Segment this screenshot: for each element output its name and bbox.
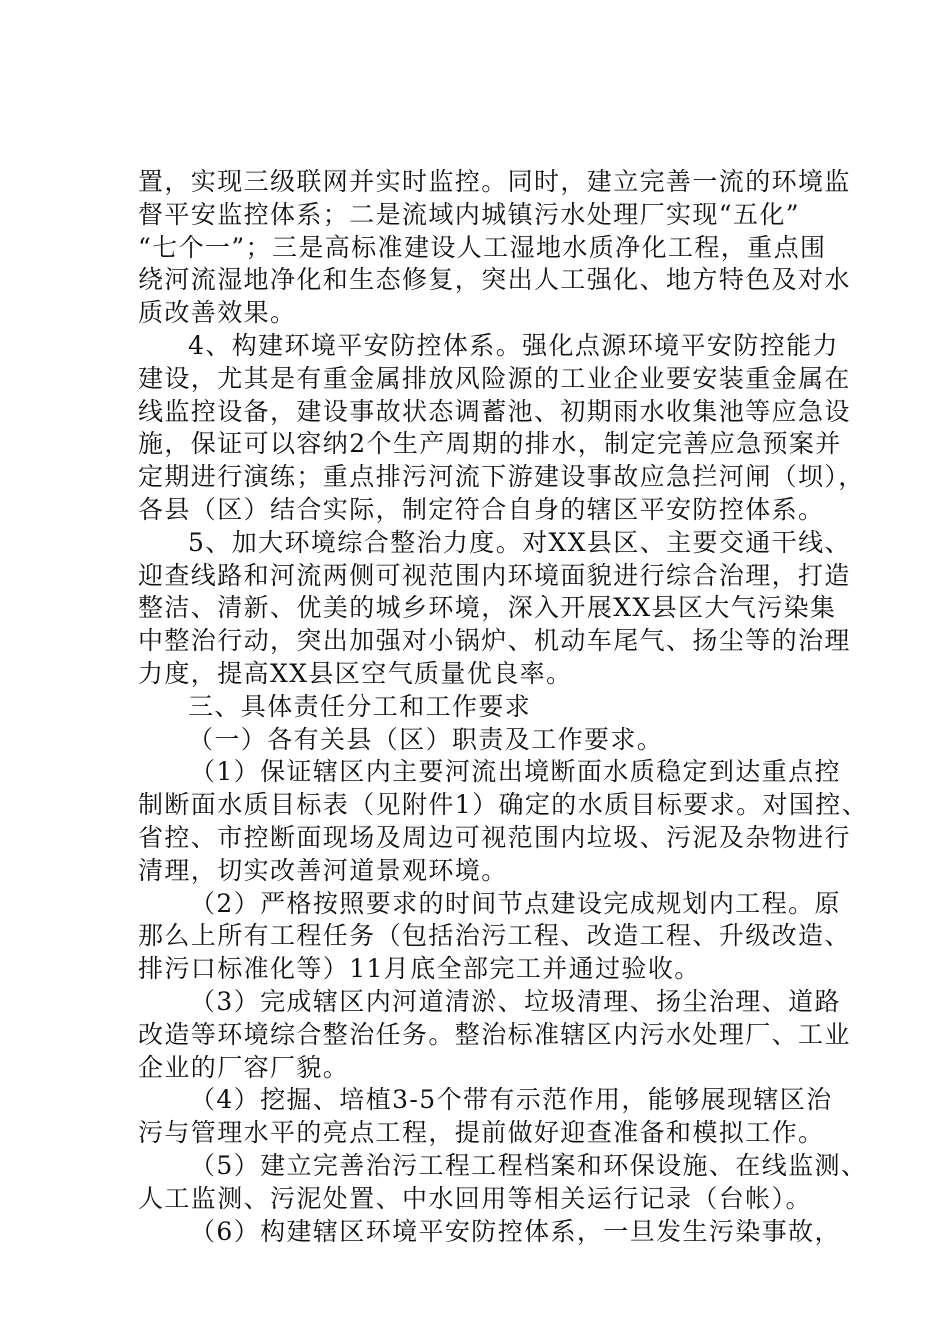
text-line: 绕河流湿地净化和生态修复，突出人工强化、地方特色及对水 [138, 265, 851, 295]
text-line: 定期进行演练；重点排污河流下游建设事故应急拦河闸（坝）， [138, 462, 865, 492]
text-line: “七个一”；三是高标准建设人工湿地水质净化工程，重点围 [138, 232, 827, 262]
text-line: 污与管理水平的亮点工程，提前做好迎查准备和模拟工作。 [138, 1118, 825, 1148]
text-line: 迎查线路和河流两侧可视范围内环境面貌进行综合治理，打造 [138, 560, 851, 590]
text-line: 督平安监控体系；二是流域内城镇污水处理厂实现“五化” [138, 199, 800, 229]
text-line: 建设，尤其是有重金属排放风险源的工业企业要安装重金属在 [138, 363, 851, 393]
text-line: 质改善效果。 [138, 298, 297, 328]
text-line: 中整治行动，突出加强对小锅炉、机动车尾气、扬尘等的治理 [138, 626, 851, 656]
text-line: 改造等环境综合整治任务。整治标准辖区内污水处理厂、工业 [138, 1019, 851, 1049]
text-line: 5、加大环境综合整治力度。对XX县区、主要交通干线、 [188, 527, 851, 557]
text-line: （5）建立完善治污工程工程档案和环保设施、在线监测、 [190, 1150, 868, 1180]
text-line: 各县（区）结合实际，制定符合自身的辖区平安防控体系。 [138, 494, 825, 524]
text-line: 制断面水质目标表（见附件1）确定的水质目标要求。对国控、 [138, 790, 869, 820]
text-line: （一）各有关县（区）职责及工作要求。 [188, 724, 664, 754]
text-line: （2）严格按照要求的时间节点建设完成规划内工程。原 [190, 888, 841, 918]
text-line: 那么上所有工程任务（包括治污工程、改造工程、升级改造、 [138, 921, 851, 951]
text-line: （6）构建辖区环境平安防控体系，一旦发生污染事故， [190, 1216, 841, 1246]
text-line: 省控、市控断面现场及周边可视范围内垃圾、污泥及杂物进行 [138, 822, 851, 852]
text-line: （1）保证辖区内主要河流出境断面水质稳定到达重点控 [190, 757, 841, 787]
text-line: 4、构建环境平安防控体系。强化点源环境平安防控能力 [188, 330, 839, 360]
text-line: 整洁、清新、优美的城乡环境，深入开展XX县区大气污染集 [138, 593, 837, 623]
text-line: （3）完成辖区内河道清淤、垃圾清理、扬尘治理、道路 [190, 986, 841, 1016]
text-line: 力度，提高XX县区空气质量优良率。 [138, 658, 573, 688]
text-line: （4）挖掘、培植3-5个带有示范作用，能够展现辖区治 [190, 1085, 833, 1115]
text-line: 置，实现三级联网并实时监控。同时，建立完善一流的环境监 [138, 167, 851, 196]
text-line: 排污口标准化等）11月底全部完工并通过验收。 [138, 954, 701, 984]
text-line: 线监控设备，建设事故状态调蓄池、初期雨水收集池等应急设 [138, 396, 851, 426]
text-line: 清理，切实改善河道景观环境。 [138, 855, 508, 885]
text-line: 企业的厂容厂貌。 [138, 1052, 350, 1082]
text-line: 三、具体责任分工和工作要求 [188, 691, 532, 721]
text-line: 施，保证可以容纳2个生产周期的排水，制定完善应急预案并 [138, 429, 842, 459]
text-line: 人工监测、污泥处置、中水回用等相关运行记录（台帐）。 [138, 1183, 812, 1213]
document-body [138, 166, 869, 1248]
